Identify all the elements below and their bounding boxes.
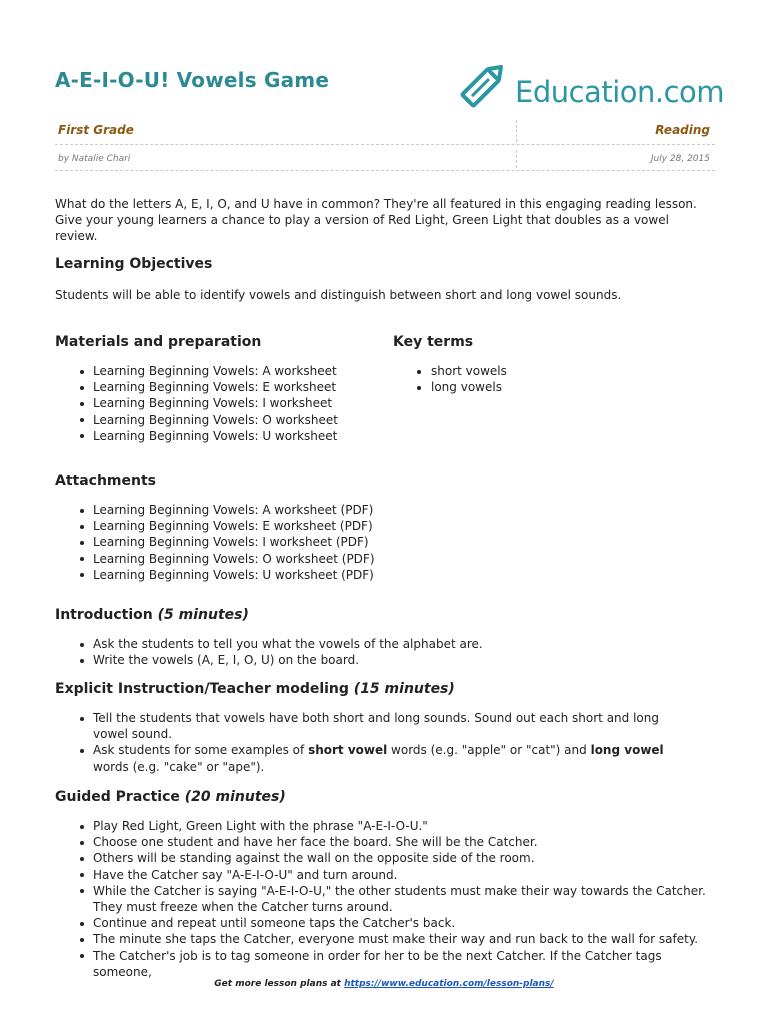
section-duration: (15 minutes)	[353, 681, 455, 697]
divider	[55, 144, 715, 145]
list-item: Write the vowels (A, E, I, O, U) on the board.	[55, 652, 715, 668]
attachment-link[interactable]: Learning Beginning Vowels: I worksheet (PDF)	[55, 534, 475, 550]
item-text: Ask students for some examples of	[93, 743, 309, 758]
attachment-link[interactable]: Learning Beginning Vowels: E worksheet (PDF)	[55, 518, 475, 534]
bold-term: short vowel	[308, 743, 388, 758]
divider	[516, 120, 517, 142]
bold-term: long vowel	[590, 743, 664, 758]
item-text: words (e.g. "apple" or "cat") and	[387, 743, 591, 758]
list-item: Play Red Light, Green Light with the phrase "A-E-I-O-U."	[55, 818, 715, 834]
subject-label: Reading	[655, 123, 710, 137]
key-terms-heading: Key terms	[393, 334, 474, 350]
attachments-list	[55, 502, 475, 583]
footer	[0, 979, 768, 989]
divider	[55, 170, 715, 171]
objectives-heading: Learning Objectives	[55, 256, 213, 272]
introduction-list	[55, 636, 715, 668]
lesson-plans-link[interactable]: https://www.education.com/lesson-plans/	[344, 979, 554, 989]
explicit-instruction-list	[55, 710, 695, 775]
footer-text: Get more lesson plans at	[214, 979, 345, 989]
guided-practice-heading	[55, 789, 286, 805]
guided-practice-list	[55, 818, 715, 980]
list-item	[55, 742, 695, 774]
list-item: The Catcher's job is to tag someone in order for her to be the next Catcher. If the Catcher tags someone,	[55, 948, 715, 980]
pencil-logo-icon	[455, 55, 513, 113]
attachments-heading: Attachments	[55, 473, 157, 489]
grade-label: First Grade	[58, 123, 134, 137]
list-item: Have the Catcher say "A-E-I-O-U" and turn around.	[55, 867, 715, 883]
section-title: Explicit Instruction/Teacher modeling	[55, 681, 349, 697]
list-item: Learning Beginning Vowels: U worksheet	[55, 428, 385, 444]
intro-paragraph: What do the letters A, E, I, O, and U have in common? They're all featured in this engaging reading lesson. Give your young learners a chance to play a version of Red Light, Green Light that doubles as a vowel review.	[55, 197, 697, 243]
section-title: Guided Practice	[55, 789, 180, 805]
education-com-logo[interactable]	[455, 55, 725, 113]
list-item: Continue and repeat until someone taps the Catcher's back.	[55, 915, 715, 931]
materials-heading: Materials and preparation	[55, 334, 262, 350]
list-item: short vowels	[393, 363, 693, 379]
logo-text: Education.com	[515, 75, 725, 109]
section-duration: (5 minutes)	[157, 607, 249, 623]
objectives-text: Students will be able to identify vowels and distinguish between short and long vowel sounds.	[55, 288, 622, 302]
list-item: Learning Beginning Vowels: I worksheet	[55, 395, 385, 411]
list-item: Learning Beginning Vowels: A worksheet	[55, 363, 385, 379]
divider	[516, 150, 517, 168]
attachment-link[interactable]: Learning Beginning Vowels: U worksheet (PDF)	[55, 567, 475, 583]
list-item: Ask the students to tell you what the vowels of the alphabet are.	[55, 636, 715, 652]
list-item: Choose one student and have her face the board. She will be the Catcher.	[55, 834, 715, 850]
list-item: The minute she taps the Catcher, everyone must make their way and run back to the wall for safety.	[55, 931, 715, 947]
list-item: long vowels	[393, 379, 693, 395]
introduction-heading	[55, 607, 249, 623]
list-item: Tell the students that vowels have both short and long sounds. Sound out each short and long vowel sound.	[55, 710, 695, 742]
section-duration: (20 minutes)	[184, 789, 286, 805]
date-label: July 28, 2015	[650, 154, 710, 164]
page-title: A-E-I-O-U! Vowels Game	[55, 68, 330, 92]
list-item: While the Catcher is saying "A-E-I-O-U," the other students must make their way towards the Catcher. They must freeze when the Catcher turns around.	[55, 883, 715, 915]
list-item: Others will be standing against the wall on the opposite side of the room.	[55, 850, 715, 866]
key-terms-list	[393, 363, 693, 395]
attachment-link[interactable]: Learning Beginning Vowels: A worksheet (PDF)	[55, 502, 475, 518]
section-title: Introduction	[55, 607, 153, 623]
attachment-link[interactable]: Learning Beginning Vowels: O worksheet (PDF)	[55, 551, 475, 567]
list-item: Learning Beginning Vowels: E worksheet	[55, 379, 385, 395]
item-text: words (e.g. "cake" or "ape").	[93, 759, 265, 774]
materials-list	[55, 363, 385, 444]
explicit-instruction-heading	[55, 681, 455, 697]
author-label: by Natalie Chari	[58, 154, 131, 164]
list-item: Learning Beginning Vowels: O worksheet	[55, 412, 385, 428]
